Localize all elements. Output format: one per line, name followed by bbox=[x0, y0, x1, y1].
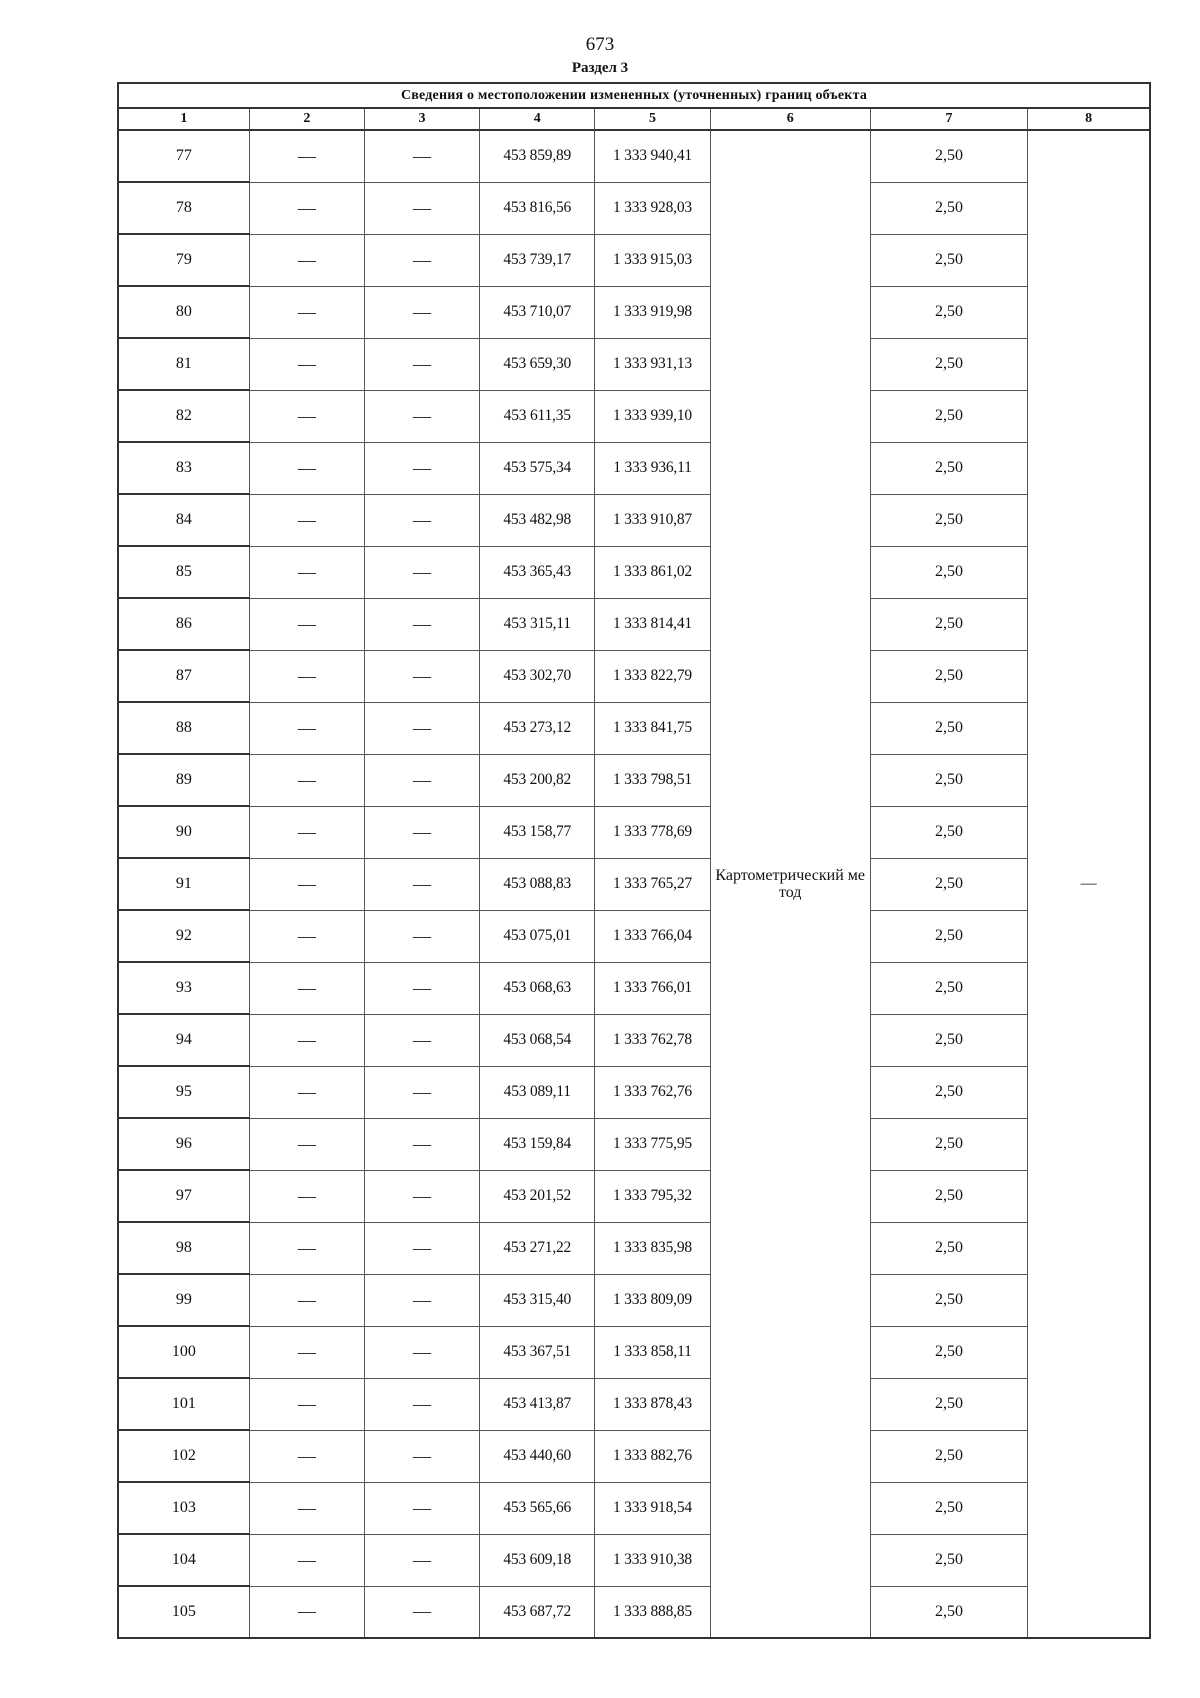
column-2-cell: — bbox=[249, 1170, 364, 1222]
accuracy-cell: 2,50 bbox=[870, 1482, 1027, 1534]
x-coordinate-cell: 453 739,17 bbox=[480, 234, 595, 286]
x-coordinate-cell: 453 365,43 bbox=[480, 546, 595, 598]
column-2-cell: — bbox=[249, 754, 364, 806]
point-number-cell: 92 bbox=[118, 910, 249, 962]
x-coordinate-cell: 453 609,18 bbox=[480, 1534, 595, 1586]
accuracy-cell: 2,50 bbox=[870, 494, 1027, 546]
column-3-cell: — bbox=[364, 598, 479, 650]
y-coordinate-cell: 1 333 858,11 bbox=[595, 1326, 710, 1378]
x-coordinate-cell: 453 659,30 bbox=[480, 338, 595, 390]
accuracy-cell: 2,50 bbox=[870, 1014, 1027, 1066]
column-2-cell: — bbox=[249, 546, 364, 598]
y-coordinate-cell: 1 333 910,38 bbox=[595, 1534, 710, 1586]
column-number: 4 bbox=[480, 108, 595, 130]
table-row bbox=[118, 1326, 1150, 1378]
x-coordinate-cell: 453 575,34 bbox=[480, 442, 595, 494]
y-coordinate-cell: 1 333 809,09 bbox=[595, 1274, 710, 1326]
table-row bbox=[118, 234, 1150, 286]
table-row bbox=[118, 962, 1150, 1014]
column-3-cell: — bbox=[364, 1170, 479, 1222]
table-row bbox=[118, 286, 1150, 338]
x-coordinate-cell: 453 816,56 bbox=[480, 182, 595, 234]
column-number: 1 bbox=[118, 108, 249, 130]
table-row bbox=[118, 858, 1150, 910]
column-3-cell: — bbox=[364, 130, 479, 182]
table-row bbox=[118, 1274, 1150, 1326]
column-2-cell: — bbox=[249, 1326, 364, 1378]
point-number-cell: 81 bbox=[118, 338, 249, 390]
y-coordinate-cell: 1 333 766,04 bbox=[595, 910, 710, 962]
accuracy-cell: 2,50 bbox=[870, 1378, 1027, 1430]
column-2-cell: — bbox=[249, 1066, 364, 1118]
table-row bbox=[118, 390, 1150, 442]
table-row bbox=[118, 1430, 1150, 1482]
y-coordinate-cell: 1 333 910,87 bbox=[595, 494, 710, 546]
x-coordinate-cell: 453 859,89 bbox=[480, 130, 595, 182]
point-number-cell: 102 bbox=[118, 1430, 249, 1482]
y-coordinate-cell: 1 333 775,95 bbox=[595, 1118, 710, 1170]
column-3-cell: — bbox=[364, 1378, 479, 1430]
column-3-cell: — bbox=[364, 1430, 479, 1482]
x-coordinate-cell: 453 565,66 bbox=[480, 1482, 595, 1534]
column-number: 2 bbox=[249, 108, 364, 130]
accuracy-cell: 2,50 bbox=[870, 1326, 1027, 1378]
point-number-cell: 85 bbox=[118, 546, 249, 598]
point-number-cell: 104 bbox=[118, 1534, 249, 1586]
accuracy-cell: 2,50 bbox=[870, 338, 1027, 390]
y-coordinate-cell: 1 333 928,03 bbox=[595, 182, 710, 234]
column-8-cell: — bbox=[1028, 130, 1150, 1638]
y-coordinate-cell: 1 333 762,76 bbox=[595, 1066, 710, 1118]
y-coordinate-cell: 1 333 878,43 bbox=[595, 1378, 710, 1430]
column-2-cell: — bbox=[249, 182, 364, 234]
column-2-cell: — bbox=[249, 234, 364, 286]
column-3-cell: — bbox=[364, 650, 479, 702]
point-number-cell: 93 bbox=[118, 962, 249, 1014]
y-coordinate-cell: 1 333 822,79 bbox=[595, 650, 710, 702]
table-row bbox=[118, 1586, 1150, 1638]
column-3-cell: — bbox=[364, 754, 479, 806]
x-coordinate-cell: 453 611,35 bbox=[480, 390, 595, 442]
column-2-cell: — bbox=[249, 598, 364, 650]
y-coordinate-cell: 1 333 778,69 bbox=[595, 806, 710, 858]
y-coordinate-cell: 1 333 814,41 bbox=[595, 598, 710, 650]
column-3-cell: — bbox=[364, 1014, 479, 1066]
method-cell: Картометрический метод bbox=[710, 130, 870, 1638]
accuracy-cell: 2,50 bbox=[870, 182, 1027, 234]
table-row bbox=[118, 546, 1150, 598]
page-number: 673 bbox=[585, 34, 615, 55]
point-number-cell: 103 bbox=[118, 1482, 249, 1534]
column-3-cell: — bbox=[364, 1066, 479, 1118]
column-2-cell: — bbox=[249, 442, 364, 494]
column-2-cell: — bbox=[249, 1118, 364, 1170]
table-row bbox=[118, 130, 1150, 182]
column-3-cell: — bbox=[364, 286, 479, 338]
y-coordinate-cell: 1 333 765,27 bbox=[595, 858, 710, 910]
column-3-cell: — bbox=[364, 962, 479, 1014]
column-3-cell: — bbox=[364, 858, 479, 910]
x-coordinate-cell: 453 200,82 bbox=[480, 754, 595, 806]
x-coordinate-cell: 453 089,11 bbox=[480, 1066, 595, 1118]
y-coordinate-cell: 1 333 940,41 bbox=[595, 130, 710, 182]
point-number-cell: 79 bbox=[118, 234, 249, 286]
x-coordinate-cell: 453 687,72 bbox=[480, 1586, 595, 1638]
x-coordinate-cell: 453 271,22 bbox=[480, 1222, 595, 1274]
accuracy-cell: 2,50 bbox=[870, 754, 1027, 806]
column-3-cell: — bbox=[364, 546, 479, 598]
point-number-cell: 98 bbox=[118, 1222, 249, 1274]
column-3-cell: — bbox=[364, 1274, 479, 1326]
column-number-row bbox=[118, 108, 1150, 130]
x-coordinate-cell: 453 440,60 bbox=[480, 1430, 595, 1482]
table-row bbox=[118, 338, 1150, 390]
column-2-cell: — bbox=[249, 338, 364, 390]
x-coordinate-cell: 453 302,70 bbox=[480, 650, 595, 702]
column-3-cell: — bbox=[364, 182, 479, 234]
y-coordinate-cell: 1 333 762,78 bbox=[595, 1014, 710, 1066]
point-number-cell: 99 bbox=[118, 1274, 249, 1326]
point-number-cell: 91 bbox=[118, 858, 249, 910]
table-row bbox=[118, 702, 1150, 754]
point-number-cell: 90 bbox=[118, 806, 249, 858]
column-3-cell: — bbox=[364, 806, 479, 858]
y-coordinate-cell: 1 333 918,54 bbox=[595, 1482, 710, 1534]
accuracy-cell: 2,50 bbox=[870, 806, 1027, 858]
accuracy-cell: 2,50 bbox=[870, 1118, 1027, 1170]
accuracy-cell: 2,50 bbox=[870, 546, 1027, 598]
column-3-cell: — bbox=[364, 702, 479, 754]
table-row bbox=[118, 494, 1150, 546]
column-2-cell: — bbox=[249, 702, 364, 754]
point-number-cell: 95 bbox=[118, 1066, 249, 1118]
table-row bbox=[118, 182, 1150, 234]
accuracy-cell: 2,50 bbox=[870, 650, 1027, 702]
coordinates-table bbox=[117, 82, 1151, 1639]
y-coordinate-cell: 1 333 915,03 bbox=[595, 234, 710, 286]
column-2-cell: — bbox=[249, 1222, 364, 1274]
x-coordinate-cell: 453 273,12 bbox=[480, 702, 595, 754]
x-coordinate-cell: 453 068,63 bbox=[480, 962, 595, 1014]
table-row bbox=[118, 1378, 1150, 1430]
column-3-cell: — bbox=[364, 338, 479, 390]
y-coordinate-cell: 1 333 882,76 bbox=[595, 1430, 710, 1482]
table-caption: Сведения о местоположении измененных (уточненных) границ объекта bbox=[118, 83, 1150, 108]
table-row bbox=[118, 1014, 1150, 1066]
y-coordinate-cell: 1 333 861,02 bbox=[595, 546, 710, 598]
column-2-cell: — bbox=[249, 390, 364, 442]
table-row bbox=[118, 1482, 1150, 1534]
accuracy-cell: 2,50 bbox=[870, 1586, 1027, 1638]
column-2-cell: — bbox=[249, 1482, 364, 1534]
point-number-cell: 94 bbox=[118, 1014, 249, 1066]
table-row bbox=[118, 1170, 1150, 1222]
column-2-cell: — bbox=[249, 858, 364, 910]
point-number-cell: 83 bbox=[118, 442, 249, 494]
column-2-cell: — bbox=[249, 286, 364, 338]
column-3-cell: — bbox=[364, 494, 479, 546]
table-row bbox=[118, 442, 1150, 494]
column-2-cell: — bbox=[249, 962, 364, 1014]
accuracy-cell: 2,50 bbox=[870, 1430, 1027, 1482]
accuracy-cell: 2,50 bbox=[870, 286, 1027, 338]
column-3-cell: — bbox=[364, 1326, 479, 1378]
point-number-cell: 97 bbox=[118, 1170, 249, 1222]
accuracy-cell: 2,50 bbox=[870, 1170, 1027, 1222]
x-coordinate-cell: 453 482,98 bbox=[480, 494, 595, 546]
column-3-cell: — bbox=[364, 1118, 479, 1170]
point-number-cell: 96 bbox=[118, 1118, 249, 1170]
x-coordinate-cell: 453 315,11 bbox=[480, 598, 595, 650]
table-row bbox=[118, 598, 1150, 650]
x-coordinate-cell: 453 159,84 bbox=[480, 1118, 595, 1170]
accuracy-cell: 2,50 bbox=[870, 130, 1027, 182]
accuracy-cell: 2,50 bbox=[870, 702, 1027, 754]
point-number-cell: 82 bbox=[118, 390, 249, 442]
x-coordinate-cell: 453 088,83 bbox=[480, 858, 595, 910]
accuracy-cell: 2,50 bbox=[870, 910, 1027, 962]
point-number-cell: 89 bbox=[118, 754, 249, 806]
column-3-cell: — bbox=[364, 442, 479, 494]
table-body bbox=[118, 130, 1150, 1638]
section-title: Раздел 3 bbox=[571, 60, 629, 76]
y-coordinate-cell: 1 333 888,85 bbox=[595, 1586, 710, 1638]
x-coordinate-cell: 453 068,54 bbox=[480, 1014, 595, 1066]
x-coordinate-cell: 453 367,51 bbox=[480, 1326, 595, 1378]
column-2-cell: — bbox=[249, 1274, 364, 1326]
column-3-cell: — bbox=[364, 910, 479, 962]
column-number: 5 bbox=[595, 108, 710, 130]
column-3-cell: — bbox=[364, 390, 479, 442]
y-coordinate-cell: 1 333 841,75 bbox=[595, 702, 710, 754]
x-coordinate-cell: 453 413,87 bbox=[480, 1378, 595, 1430]
accuracy-cell: 2,50 bbox=[870, 390, 1027, 442]
point-number-cell: 77 bbox=[118, 130, 249, 182]
x-coordinate-cell: 453 710,07 bbox=[480, 286, 595, 338]
column-3-cell: — bbox=[364, 1534, 479, 1586]
table-row bbox=[118, 1118, 1150, 1170]
x-coordinate-cell: 453 158,77 bbox=[480, 806, 595, 858]
accuracy-cell: 2,50 bbox=[870, 962, 1027, 1014]
x-coordinate-cell: 453 075,01 bbox=[480, 910, 595, 962]
table-row bbox=[118, 650, 1150, 702]
column-2-cell: — bbox=[249, 1014, 364, 1066]
column-3-cell: — bbox=[364, 1482, 479, 1534]
column-2-cell: — bbox=[249, 806, 364, 858]
column-2-cell: — bbox=[249, 650, 364, 702]
column-3-cell: — bbox=[364, 234, 479, 286]
table-row bbox=[118, 1534, 1150, 1586]
accuracy-cell: 2,50 bbox=[870, 442, 1027, 494]
y-coordinate-cell: 1 333 919,98 bbox=[595, 286, 710, 338]
column-2-cell: — bbox=[249, 1534, 364, 1586]
y-coordinate-cell: 1 333 835,98 bbox=[595, 1222, 710, 1274]
accuracy-cell: 2,50 bbox=[870, 598, 1027, 650]
column-3-cell: — bbox=[364, 1586, 479, 1638]
y-coordinate-cell: 1 333 931,13 bbox=[595, 338, 710, 390]
column-2-cell: — bbox=[249, 494, 364, 546]
x-coordinate-cell: 453 201,52 bbox=[480, 1170, 595, 1222]
y-coordinate-cell: 1 333 795,32 bbox=[595, 1170, 710, 1222]
y-coordinate-cell: 1 333 939,10 bbox=[595, 390, 710, 442]
column-number: 3 bbox=[364, 108, 479, 130]
y-coordinate-cell: 1 333 766,01 bbox=[595, 962, 710, 1014]
point-number-cell: 105 bbox=[118, 1586, 249, 1638]
column-2-cell: — bbox=[249, 910, 364, 962]
accuracy-cell: 2,50 bbox=[870, 234, 1027, 286]
accuracy-cell: 2,50 bbox=[870, 1274, 1027, 1326]
y-coordinate-cell: 1 333 936,11 bbox=[595, 442, 710, 494]
point-number-cell: 87 bbox=[118, 650, 249, 702]
table-row bbox=[118, 1066, 1150, 1118]
column-number: 7 bbox=[870, 108, 1027, 130]
point-number-cell: 78 bbox=[118, 182, 249, 234]
point-number-cell: 101 bbox=[118, 1378, 249, 1430]
point-number-cell: 100 bbox=[118, 1326, 249, 1378]
column-2-cell: — bbox=[249, 1378, 364, 1430]
accuracy-cell: 2,50 bbox=[870, 1222, 1027, 1274]
table-row bbox=[118, 910, 1150, 962]
table-row bbox=[118, 806, 1150, 858]
table-row bbox=[118, 754, 1150, 806]
point-number-cell: 84 bbox=[118, 494, 249, 546]
column-number: 8 bbox=[1028, 108, 1150, 130]
accuracy-cell: 2,50 bbox=[870, 1066, 1027, 1118]
point-number-cell: 86 bbox=[118, 598, 249, 650]
point-number-cell: 80 bbox=[118, 286, 249, 338]
y-coordinate-cell: 1 333 798,51 bbox=[595, 754, 710, 806]
accuracy-cell: 2,50 bbox=[870, 1534, 1027, 1586]
x-coordinate-cell: 453 315,40 bbox=[480, 1274, 595, 1326]
column-2-cell: — bbox=[249, 1430, 364, 1482]
column-number: 6 bbox=[710, 108, 870, 130]
column-2-cell: — bbox=[249, 130, 364, 182]
table-row bbox=[118, 1222, 1150, 1274]
column-3-cell: — bbox=[364, 1222, 479, 1274]
column-2-cell: — bbox=[249, 1586, 364, 1638]
point-number-cell: 88 bbox=[118, 702, 249, 754]
accuracy-cell: 2,50 bbox=[870, 858, 1027, 910]
